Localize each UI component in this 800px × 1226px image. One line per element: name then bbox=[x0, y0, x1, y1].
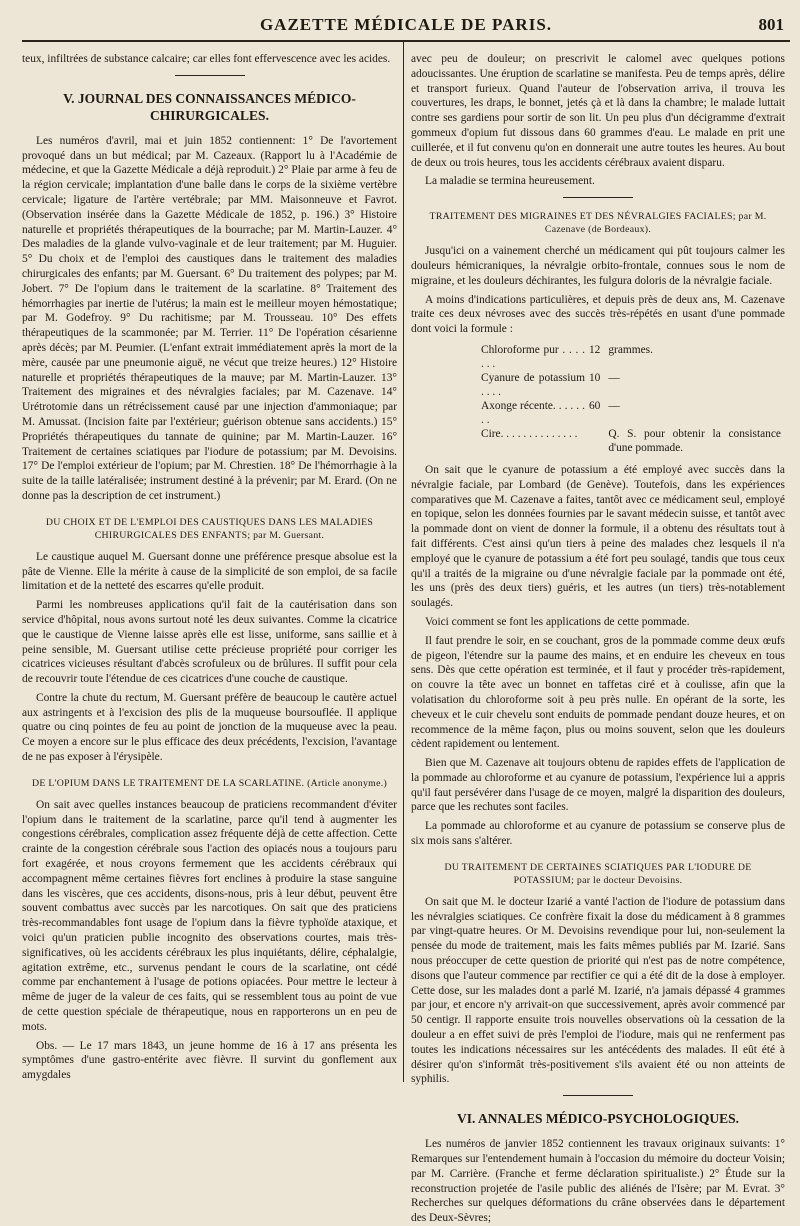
unit: Q. S. pour obtenir la consistance d'une pommade. bbox=[608, 427, 781, 454]
paragraph: teux, infiltrées de substance calcaire; car elles font effervescence avec les acides. bbox=[22, 53, 391, 65]
ingredient: Chloroforme pur . . . . . . . bbox=[481, 343, 585, 370]
paragraph: La pommade au chloroforme et au cyanure de potassium se conserve plus de six mois sans s'altérer. bbox=[411, 820, 785, 848]
paragraph: On sait que le cyanure de potassium a été employé avec succès dans la névralgie faciale, par Lombard (de Genève). Toutefois, dans les expériences comparatives que M. Cazenave a faites, tantôt avec ce médicament seul, employé en topique, selon les données fournies par le savant médecin suisse, et tantôt avec la pommade dont on vient de donner la formule, il a obtenu des résultats tout à fait différents. C'est ainsi qu'un tiers à peine des malades chez lesquels il n'a employé que le cyanure de potassium a été fort peu soulagé, tandis que tous ceux qu'il a traités de la migraine ou d'une névralgie faciale par la pommade ont été, les uns (près des deux tiers) guéris, et les autres (un tiers) très-notablement soulagés. bbox=[411, 463, 785, 610]
paragraph: On sait que M. le docteur Izarié a vanté l'action de l'iodure de potassium dans les névralgies sciatiques. Ce confrère fixait la dose du médicament à 8 grammes par vingt-quatre heures. Or M. Devoisins revendique pour lui, non-seulement la pensée du mode de traitement, mais les faits mêmes publiés par M. Izarié. Sans nous préoccuper de cette question de priorité qui n'est pas de notre compétence, disons que l'auteur commence par rectifier ce qui a été dit de la dose à employer. Cette dose, sur les malades dont a parlé M. Izarié, n'a jamais dépassé 4 grammes par jour, et encore n'y arrivait-on que successivement, après avoir commencé par 50 centigr. Il rapporte ensuite trois nouvelles observations où la cessation de la douleur a en effet suivi de près l'emploi de l'iodure, mais qui ne renferment pas toutes les indications nécessaires sur les antécédents des malades. Il eût été à désirer qu'on s'informât très-positivement s'ils avaient été ou non atteints de syphilis. bbox=[411, 895, 785, 1086]
unit: grammes. bbox=[608, 343, 653, 356]
divider bbox=[563, 1095, 633, 1096]
quantity: 10 bbox=[588, 371, 601, 384]
quantity: 60 bbox=[588, 399, 601, 412]
article-heading: DU CHOIX ET DE L'EMPLOI DES CAUSTIQUES DANS LES MALADIES CHIRURGICALES DES ENFANTS; par M. Guersant. bbox=[45, 516, 374, 541]
paragraph: Jusqu'ici on a vainement cherché un médicament qui pût toujours calmer les douleurs hémicraniques, la névralgie orbito-frontale, connues sous le nom de migraine, et les douleurs déchirantes, les fulgura doloris de la névralgie faciale. bbox=[411, 245, 785, 287]
left-column bbox=[22, 52, 403, 1082]
paragraph: Les numéros de janvier 1852 contiennent les travaux originaux suivants: 1° Remarques sur l'entendement humain à l'occasion du mémoire du docteur Voisin; par M. Carrière. (Franche et ferme déclaration spiritualiste.) 2° Étude sur la reconstruction projetée de l'asile public des aliénés de l'Isère; par M. Evrat. 3° Recherches sur quelques déformations du crâne observées dans le département des Deux-Sèvres; bbox=[411, 1138, 785, 1225]
paragraph: Obs. — Le 17 mars 1843, un jeune homme de 16 à 17 ans présenta les symptômes d'une gastro-entérite avec fièvre. Il survint du gonflement aux amygdales bbox=[22, 1039, 397, 1082]
section-heading: V. JOURNAL DES CONNAISSANCES MÉDICO-CHIRURGICALES. bbox=[63, 90, 356, 123]
divider bbox=[175, 75, 245, 76]
page-number: 801 bbox=[758, 15, 784, 34]
paragraph: Parmi les nombreuses applications qu'il fait de la cautérisation dans son service d'hôpital, nous avons surtout noté les deux suivantes. Comme la cicatrice que le caustique de Vienne laisse après elle est lisse, uniforme, sans saillie et à peine sensible, M. Guersant utilise cette précieuse propriété pour corriger les cicatrices vicieuses résultant d'abcès scrofuleux ou de brûlures. Il suffit pour cela de recouvrir toute l'étendue de ces cicatrices d'une couche de caustique. bbox=[22, 599, 397, 686]
formula-row bbox=[481, 371, 785, 399]
quantity: 12 bbox=[588, 343, 601, 356]
ingredient: Cyanure de potassium . . . . bbox=[481, 371, 585, 398]
ingredient: Cire. . . . . . . . . . . . . . bbox=[481, 427, 578, 440]
paragraph: On sait avec quelles instances beaucoup de praticiens recommandent d'éviter l'opium dans le traitement de la scarlatine, parce qu'il tend à augmenter les congestions cérébrales, complication assez fréquente déjà de cette affection. Cette crainte de la congestion cérébrale sous l'action des opiacés nous a toujours paru fort exagérée, et nous croyons fermement que les accidents cérébraux qui accompagnent même certaines fièvres fort enclines à produire la stase sanguine dans les viscères, que ces accidents, disons-nous, pris à leur début, peuvent être souvent combattus avec succès par les narcotiques. On sait que des praticiens très-recommandables font usage de l'opium dans la fièvre typhoïde ataxique, et voici qu'un praticien publie incognito des observations courtes, mais très-significatives, où les accidents cérébraux les plus inquiétants, délire, céphalalgie, agitation extrême, etc., survenus pendant le cours de la scarlatine, ont cédé comme par enchantement à l'usage de potions opiacées. Pour mettre le lecteur à même de juger de la valeur de ces faits, qui se ressemblent tous au point de vue de cette question spéciale de thérapeutique, nous en rapporterons un en peu de mots. bbox=[22, 798, 397, 1033]
paragraph: Le caustique auquel M. Guersant donne une préférence presque absolue est la pâte de Vienne. Elle la mérite à cause de la simplicité de son emploi, de sa facile limitation et de la netteté des escarres qu'elle produit. bbox=[22, 550, 397, 593]
unit: — bbox=[608, 399, 620, 412]
article-heading: DE L'OPIUM DANS LE TRAITEMENT DE LA SCARLATINE. (Article anonyme.) bbox=[31, 777, 388, 789]
paragraph: A moins d'indications particulières, et depuis près de deux ans, M. Cazenave traite ces deux névroses avec des succès très-répétés en usant d'une pommade dont voici la formule : bbox=[411, 293, 785, 336]
paragraph: Les numéros d'avril, mai et juin 1852 contiennent: 1° De l'avortement provoqué dans un but médical; par M. Cazeaux. (Rapport lu à l'Académie de médecine, et que la Gazette Médicale a déjà reproduit.) 2° Plaie par arme à feu de la région cervicale; implantation d'une balle dans le corps de la sixième vertèbre cervicale; ligature de l'artère vertébrale; par MM. Maisonneuve et Favrot. (Observation insérée dans la Gazette Médicale de 1852, p. 196.) 3° Histoire naturelle et propriétés thérapeutiques de la bourrache; par M. Martin-Lauzer. 4° Des maladies de la glande vulvo-vaginale et de leur traitement; par M. Huguier. 5° Du choix et de l'emploi des caustiques dans le traitement des maladies chirurgicales des enfants; par M. Guersant. 6° Du traitement des polypes; par M. Jobert. 7° De l'opium dans le traitement de la scarlatine. 8° Traitement des hémorrhagies par inertie de l'utérus; la main est le meilleur moyen hémostatique; par M. Godefroy. 9° Du rachitisme; par M. Trousseau. 10° Des effets thérapeutiques de la scammonée; par M. Terrier. 11° De l'opération césarienne après décès; par M. Peumier. (L'enfant extrait immédiatement après la mort de la mère, causée par une pneumonie aiguë, ne vécut que treize heures.) 12° Histoire naturelle et propriétés thérapeutiques de la mauve; par M. Martin-Lauzer. 13° Traitement des migraines et des névralgies faciales; par M. Cazenave. 14° Urétrotomie dans un rétrécissement causé par une injection d'ammoniaque; par M. Amussat. (Incision faite par l'extérieur; guérison obtenue sans accidents.) 15° Propriétés thérapeutiques du tannate de quinine; par M. Martin-Lauzer. 16° Traitement de certaines sciatiques par l'iodure de potassium; par M. Devoisins. 17° De l'emploi extérieur de l'opium; par M. Chrestien. 18° De l'hémorrhagie à la suite de la taille latéralisée; instrument destiné à la prévenir; par M. Erard. (On ne donne pas la description de cet instrument.) bbox=[22, 134, 397, 502]
ingredient: Axonge récente. . . . . . . . bbox=[481, 399, 585, 426]
article-heading: DU TRAITEMENT DE CERTAINES SCIATIQUES PAR L'IODURE DE POTASSIUM; par le docteur Devoisins. bbox=[444, 861, 752, 886]
formula-table bbox=[481, 343, 785, 455]
formula-row bbox=[481, 427, 785, 455]
paragraph: Contre la chute du rectum, M. Guersant préfère de beaucoup le cautère actuel aux astringents et à l'excision des plis de la muqueuse boursouflée. Il applique quatre ou cinq pointes de feu au point de jonction de la muqueuse avec la peau. Ce moyen a encore sur le plus efficace des deux précédents, l'excision, l'avantage de ne pas exposer à l'érysipèle. bbox=[22, 691, 397, 764]
article-heading: TRAITEMENT DES MIGRAINES ET DES NÉVRALGIES FACIALES; par M. Cazenave (de Bordeaux). bbox=[429, 211, 767, 236]
text-columns bbox=[22, 52, 790, 1225]
formula-row bbox=[481, 399, 785, 427]
paragraph: avec peu de douleur; on prescrivit le calomel avec quelques potions adoucissantes. Une éruption de scarlatine se manifesta. Peu de temps après, délire et transport furieux. Quand l'auteur de l'observation arriva, il trouva les couvertures, les draps, le bonnet, jetés çà et là dans la chambre; le malade luttait contre ses gardiens pour sortir de son lit. Un peu plus d'un décigramme d'extrait gommeux d'opium fut dissous dans 60 grammes d'eau. Le malade en prit une cuillerée, et il fut convenu qu'on en donnerait une autre toutes les heures. Au bout de deux ou trois heures, tous les accidents cérébraux avaient disparu. bbox=[411, 53, 785, 169]
unit: — bbox=[608, 371, 620, 384]
quantity bbox=[589, 427, 608, 455]
paragraph: Bien que M. Cazenave ait toujours obtenu de rapides effets de l'application de la pommade au chloroforme et au cyanure de potassium, l'expérience lui a appris qu'il faut persévérer dans l'usage de ce moyen, malgré la disparition des douleurs, parce que les rechutes sont faciles. bbox=[411, 757, 785, 814]
page-header bbox=[22, 12, 790, 42]
paragraph: Il faut prendre le soir, en se couchant, gros de la pommade comme deux œufs de pigeon, l'étendre sur la paume des mains, et en enduire les cheveux en tous sens. Dès que cette opération est terminée, et il faut y procéder très-rapidement, on couvre la tête avec un bonnet en taffetas ciré et à coulisse, afin que la volatisation du chloroforme soit à peu près nulle. En opérant de la sorte, les cheveux et le cuir chevelu sont enduits de pommade pendant douze heures, et on recommence de la même façon, plus ou moins souvent, selon que les douleurs cèdent rapidement ou lentement. bbox=[411, 634, 785, 751]
paragraph: La maladie se termina heureusement. bbox=[425, 175, 595, 188]
right-column bbox=[404, 52, 785, 1225]
paragraph: Voici comment se font les applications de cette pommade. bbox=[425, 615, 690, 628]
journal-title: GAZETTE MÉDICALE DE PARIS. bbox=[259, 15, 553, 34]
formula-row bbox=[481, 343, 785, 371]
divider bbox=[563, 197, 633, 198]
section-heading: VI. ANNALES MÉDICO-PSYCHOLOGIQUES. bbox=[456, 1111, 740, 1127]
